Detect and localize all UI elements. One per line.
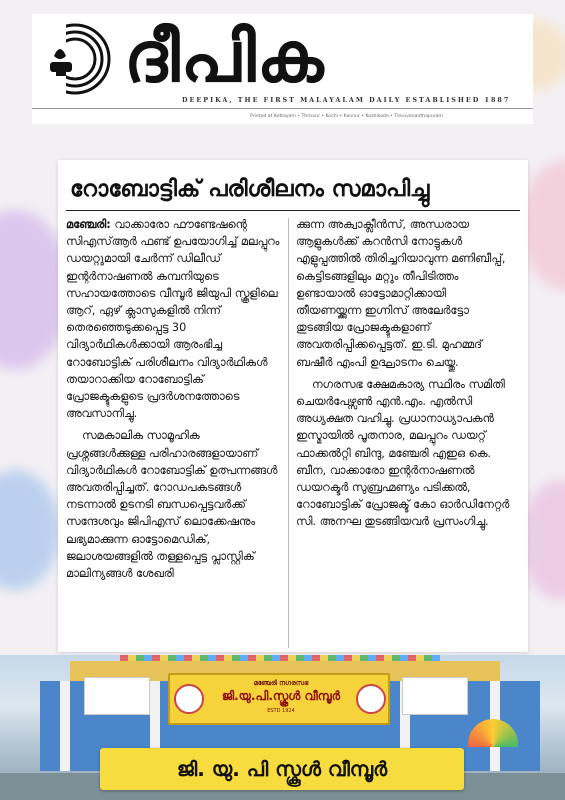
school-emblem-icon	[174, 684, 204, 714]
signboard-line-1: മഞ്ചേരി നഗരസഭ	[253, 679, 309, 687]
school-signboard	[168, 673, 390, 725]
signboard-line-3: ESTD 1924	[267, 708, 295, 714]
wall-plaque	[402, 677, 468, 715]
masthead-divider	[32, 108, 533, 109]
article-headline: റോബോട്ടിക് പരിശീലനം സമാപിച്ചു	[70, 176, 430, 202]
headline-divider	[66, 210, 520, 211]
article-paragraph-text: വാക്കാരോ ഫൗണ്ടേഷന്റെ സിഎസ്ആർ ഫണ്ട് ഉപയോഗിച്ച് മലപ്പുറം ഡയറ്റുമായി ചേർന്ന് ഡിലീഡ് ഇന്റർനാഷണൽ കമ്പനിയുടെ സഹായത്തോടെ വീമ്പൂർ ജിയുപി സ്കൂളിലെ ആറ്, ഏഴ് ക്ലാസുകളിൽ നിന്ന് തെരഞ്ഞെടുക്കപ്പെട്ട 30 വിദ്യാർഥികൾക്കായി ആരംഭിച്ച റോബോട്ടിക് പരിശീലനം വിദ്യാർഥികൾ തയാറാക്കിയ റോബോട്ടിക് പ്രോജക്ടുകളുടെ പ്രദർശനത്തോടെ അവസാനിച്ചു.	[66, 218, 280, 421]
column-divider	[288, 218, 289, 648]
article-paragraph	[66, 216, 281, 422]
signboard-school-name: ജി.യു.പി.സ്കൂൾ വീമ്പൂർ	[221, 689, 341, 703]
school-name-caption: ജി. യു. പി സ്കൂൾ വീമ്പൂർ	[176, 757, 388, 781]
article-column-left	[66, 216, 281, 587]
article-column-right	[296, 216, 511, 536]
newspaper-title: ദീപിക	[124, 16, 325, 98]
deepika-lamp-logo-icon	[38, 22, 112, 96]
newspaper-editions: Printed at Kottayam • Thrissur • Kochi • Kannur • Kozhikode • Thiruvananthapuram	[250, 114, 443, 119]
article-paragraph: സമകാലിക സാമൂഹിക പ്രശ്നങ്ങൾക്കുള്ള പരിഹാരങ്ങളായാണ് വിദ്യാർഥികൾ റോബോട്ടിക് ഉത്പന്നങ്ങൾ അവതരിപ്പിച്ചത്. റോഡപകടങ്ങൾ നടന്നാൽ ഉടനടി ബന്ധപ്പെട്ടവർക്ക് സന്ദേശവും ജിപിഎസ് ലൊക്കേഷനും ലഭ്യമാക്കുന്ന ഓട്ടോമെഡിക്, ജലാശയങ്ങളിൽ തള്ളപ്പെട്ട പ്ലാസ്റ്റിക് മാലിന്യങ്ങൾ ശേഖരി	[66, 429, 278, 581]
news-article	[58, 160, 528, 652]
building-pillar	[60, 681, 70, 771]
newspaper-tagline: DEEPIKA, THE FIRST MALAYALAM DAILY ESTABLISHED 1887	[182, 96, 511, 104]
article-dateline: മഞ്ചേരി:	[66, 218, 111, 231]
school-name-banner	[100, 748, 464, 790]
wall-plaque	[84, 677, 150, 715]
municipality-emblem-icon	[356, 684, 386, 714]
background-splash	[0, 470, 60, 590]
article-paragraph: നഗരസഭ ക്ഷേമകാര്യ സ്ഥിരം സമിതി ചെയർപേഴ്സൺ എൻ.എം. എൽസി അധ്യക്ഷത വഹിച്ചു. പ്രധാനാധ്യാപകൻ ഇസ്മായിൽ പൂതനാര, മലപ്പുറം ഡയറ്റ് ഫാക്കൽറ്റി ബിന്ദു, മഞ്ചേരി എഇഒ കെ. ബീന, വാക്കാരോ ഇന്റർനാഷണൽ ഡയറക്ടർ സുബ്രഹ്മണ്യം പടിക്കൽ, റോബോട്ടിക് പ്രോജക്ട് കോ ഓർഡിനേറ്റർ സി. അനഘ തുടങ്ങിയവർ പ്രസംഗിച്ചു.	[296, 377, 510, 529]
article-paragraph: ക്കുന്ന അക്വാക്ലീൻസ്, അന്ധരായ ആളുകൾക്ക് കറൻസി നോട്ടുകൾ എളുപ്പത്തിൽ തിരിച്ചറിയാവുന്ന മണിബീപ്പ്, കെട്ടിടങ്ങളിലും മറ്റും തീപിടിത്തം ഉണ്ടായാൽ ഓട്ടോമാറ്റിക്കായി തീയണയ്ക്കുന്ന ഇഗ്നിസ് അലേർട്ടോ തുടങ്ങിയ പ്രോജക്ടുകളാണ് അവതരിപ്പിക്കപ്പെട്ടത്. ഇ.ടി. മുഹമ്മദ് ബഷീർ എംപി ഉദ്ഘാടനം ചെയ്തു.	[296, 218, 506, 369]
newspaper-masthead	[32, 14, 533, 124]
